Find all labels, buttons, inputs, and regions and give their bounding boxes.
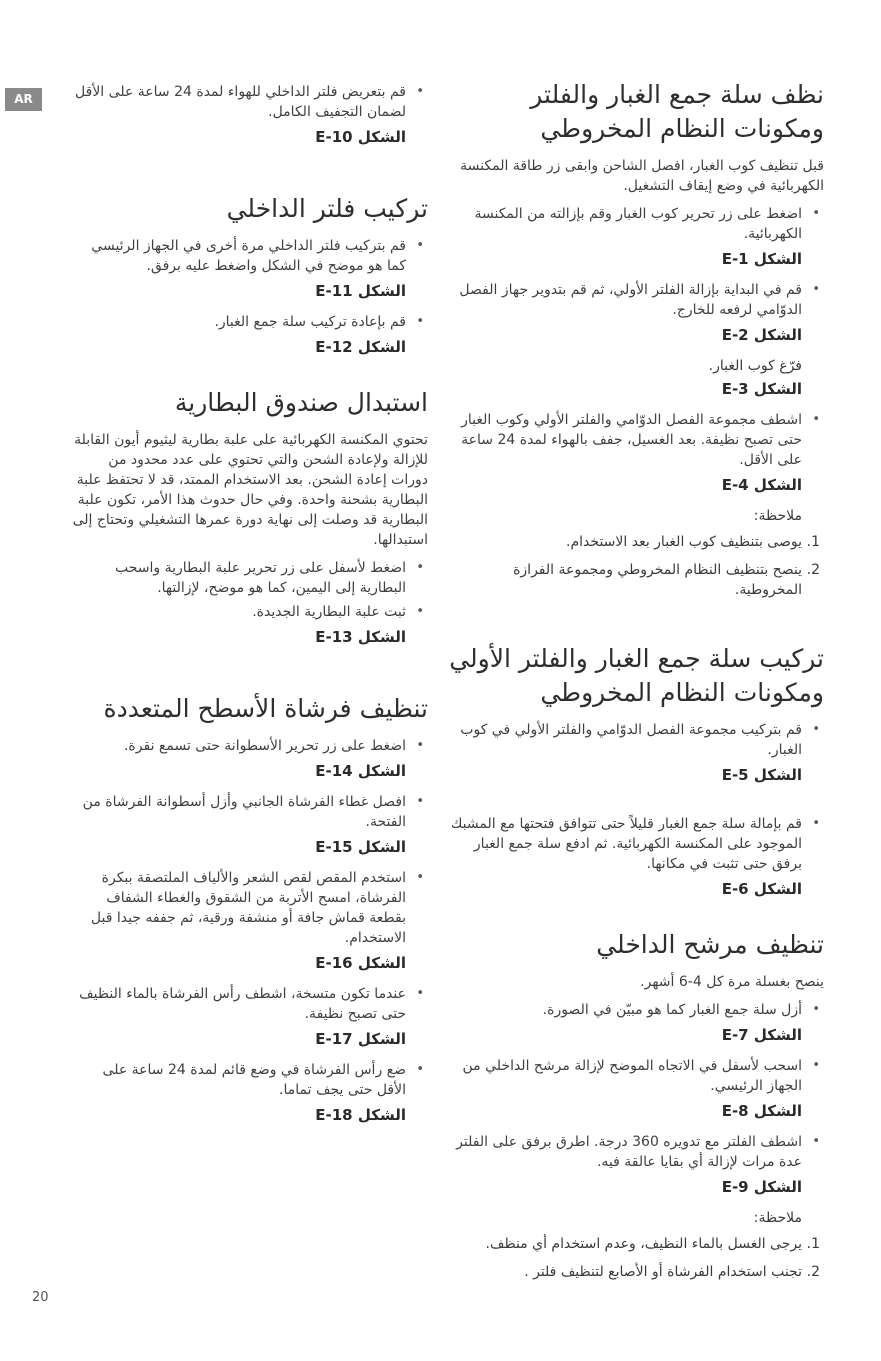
step-list [70,736,428,756]
step-list [70,312,428,332]
figure-label: الشكل E-3 [721,380,802,398]
bullet-icon: • [416,986,424,1001]
list-item: • اضغط لأسفل على زر تحرير علبة البطارية واسحب البطارية إلى اليمين، كما هو موضح، لإزالتها. [114,560,424,596]
language-badge: AR [5,88,42,111]
section-title: استبدال صندوق البطارية [174,388,428,417]
figure-label: الشكل E-4 [721,476,802,494]
list-item: • ضع رأس الفرشاة في وضع قائم لمدة 24 ساعة على الأقل حتى يجف تماما. [102,1062,424,1098]
bullet-icon: • [416,870,424,885]
step-list [70,236,428,276]
figure-label: الشكل E-17 [315,1030,406,1048]
list-item: 2. ينصح بتنظيف النظام المخروطي ومجموعة الفرازة المخروطية. [513,562,820,598]
note-label: ملاحظة: [753,1210,802,1226]
section-install-dust-bin [446,642,824,900]
figure-label: الشكل E-16 [315,954,406,972]
step-list [70,868,428,948]
bullet-icon: • [812,206,820,221]
bullet-icon: • [812,1002,820,1017]
bullet-icon: • [416,794,424,809]
bullet-icon: • [416,84,424,99]
bullet-icon: • [416,314,424,329]
figure-label: الشكل E-7 [721,1026,802,1044]
figure-label: الشكل E-1 [721,250,802,268]
figure-label: الشكل E-18 [315,1106,406,1124]
list-item: • قم في البداية بإزالة الفلتر الأولي، ثم قم بتدوير جهاز الفصل الدوّامي لرفعه للخارج. [459,282,820,318]
bullet-icon: • [416,238,424,253]
list-item: 1. يوصى بتنظيف كوب الغبار بعد الاستخدام. [566,534,820,550]
figure-label: الشكل E-2 [721,326,802,344]
bullet-icon: • [416,560,424,575]
bullet-icon: • [812,1058,820,1073]
step-list [446,1000,824,1020]
step-list [70,82,428,122]
step-list [70,558,428,622]
step-list [70,792,428,832]
step-list [446,720,824,760]
list-item: • عندما تكون متسخة، اشطف رأس الفرشاة بالماء النظيف حتى تصبح نظيفة. [79,986,424,1022]
section-title: نظف سلة جمع الغبار والفلتر ومكونات النظام المخروطي [530,80,824,143]
bullet-icon: • [812,412,820,427]
figure-label: الشكل E-10 [315,128,406,146]
bullet-icon: • [416,738,424,753]
section-title: تركيب سلة جمع الغبار والفلتر الأولي ومكونات النظام المخروطي [449,644,824,707]
list-item: • قم بتعريض فلتر الداخلي للهواء لمدة 24 ساعة على الأقل لضمان التجفيف الكامل. [75,84,424,120]
step-list [446,1056,824,1096]
list-item: • اضغط على زر تحرير كوب الغبار وقم بإزالته من المكنسة الكهربائية. [474,206,820,242]
list-item: 2. تجنب استخدام الفرشاة أو الأصابع لتنظيف فلتر . [524,1264,820,1280]
step-list [446,1132,824,1172]
bullet-icon: • [812,1134,820,1149]
section-replace-battery [70,386,428,648]
section-clean-dust-bin [446,78,824,600]
step-text: فرّغ كوب الغبار. [708,358,802,374]
note-list [446,532,824,600]
list-item: • اسحب لأسفل في الاتجاه الموضح لإزالة مرشح الداخلي من الجهاز الرئيسي. [462,1058,820,1094]
section-intro: ينصح بغسلة مرة كل 4-6 أشهر. [640,974,824,990]
figure-label: الشكل E-15 [315,838,406,856]
list-item: • افصل غطاء الفرشاة الجانبي وأزل أسطوانة الفرشاة من الفتحة. [82,794,424,830]
list-item: • قم بتركيب فلتر الداخلي مرة أخرى في الجهاز الرئيسي كما هو موضح في الشكل واضغط عليه برفق. [91,238,424,274]
section-install-inner-filter [70,192,428,358]
bullet-icon: • [416,1062,424,1077]
figure-label: الشكل E-8 [721,1102,802,1120]
step-list [70,984,428,1024]
note-label: ملاحظة: [753,508,802,524]
figure-label: الشكل E-9 [721,1178,802,1196]
section-intro: تحتوي المكنسة الكهربائية على علبة بطارية ليثيوم أيون القابلة للإزالة ولإعادة الشحن والتي تحتوي على عدد محدود من دورات إعادة الشحن. بعد الاستخدام الممتد، قد لا تحتفظ علبة البطارية بشحنة واحدة. وفي حال حدوث هذا الأمر، تكون علبة البطارية قد وصلت إلى نهاية دورة عمرها التشغيلي وتحتاج إلى استبدالها. [72,432,428,548]
bullet-icon: • [812,282,820,297]
step-list [446,280,824,320]
figure-label: الشكل E-5 [721,766,802,784]
section-intro: قبل تنظيف كوب الغبار، افصل الشاحن وابقى زر طاقة المكنسة الكهربائية في وضع إيقاف التشغيل. [460,158,824,194]
list-item: • استخدم المقص لقص الشعر والألياف الملتصقة ببكرة الفرشاة، امسح الأتربة من الشقوق والغطاء الشفاف بقطعة قماش جافة أو منشفة ورقية، ثم جففه جيدا قبل الاستخدام. [90,870,424,946]
step-list [446,204,824,244]
list-item: • أزل سلة جمع الغبار كما هو مبيّن في الصورة. [542,1002,820,1018]
section-clean-brush [70,692,428,1126]
list-item: 1. يرجى الغسل بالماء النظيف، وعدم استخدام أي منظف. [485,1236,820,1252]
left-column [70,82,428,1136]
bullet-icon: • [416,604,424,619]
figure-label: الشكل E-12 [315,338,406,356]
note-list [446,1234,824,1282]
bullet-icon: • [812,816,820,831]
right-column [446,78,824,1290]
step-list [70,1060,428,1100]
section-title: تنظيف مرشح الداخلي [596,930,824,959]
figure-label: الشكل E-6 [721,880,802,898]
section-title: تنظيف فرشاة الأسطح المتعددة [103,694,428,723]
figure-label: الشكل E-13 [315,628,406,646]
list-item: • قم بتركيب مجموعة الفصل الدوّامي والفلتر الأولي في كوب الغبار. [460,722,820,758]
list-item: • اشطف الفلتر مع تدويره 360 درجة. اطرق برفق على الفلتر عدة مرات لإزالة أي بقايا عالقة فيه. [456,1134,820,1170]
list-item: • ثبت علبة البطارية الجديدة. [252,604,424,620]
step-list [446,814,824,874]
list-item: • قم بإعادة تركيب سلة جمع الغبار. [214,314,424,330]
list-item: • اضغط على زر تحرير الأسطوانة حتى تسمع نقرة. [123,738,424,754]
list-item: • قم بإمالة سلة جمع الغبار قليلاً حتى تتوافق فتحتها مع المشبك الموجود على المكنسة الكهربائية. ثم ادفع سلة جمع الغبار برفق حتى تثبت في مكانها. [450,816,820,872]
list-item: • اشطف مجموعة الفصل الدوّامي والفلتر الأولي وكوب الغبار حتى تصبح نظيفة. بعد الغسيل، جفف بالهواء لمدة 24 ساعة على الأقل. [461,412,820,468]
section-dry-filter [70,82,428,148]
step-list [446,410,824,470]
page-number: 20 [32,1290,49,1305]
figure-label: الشكل E-14 [315,762,406,780]
bullet-icon: • [812,722,820,737]
section-clean-inner-filter [446,928,824,1282]
section-title: تركيب فلتر الداخلي [226,194,428,223]
figure-label: الشكل E-11 [315,282,406,300]
